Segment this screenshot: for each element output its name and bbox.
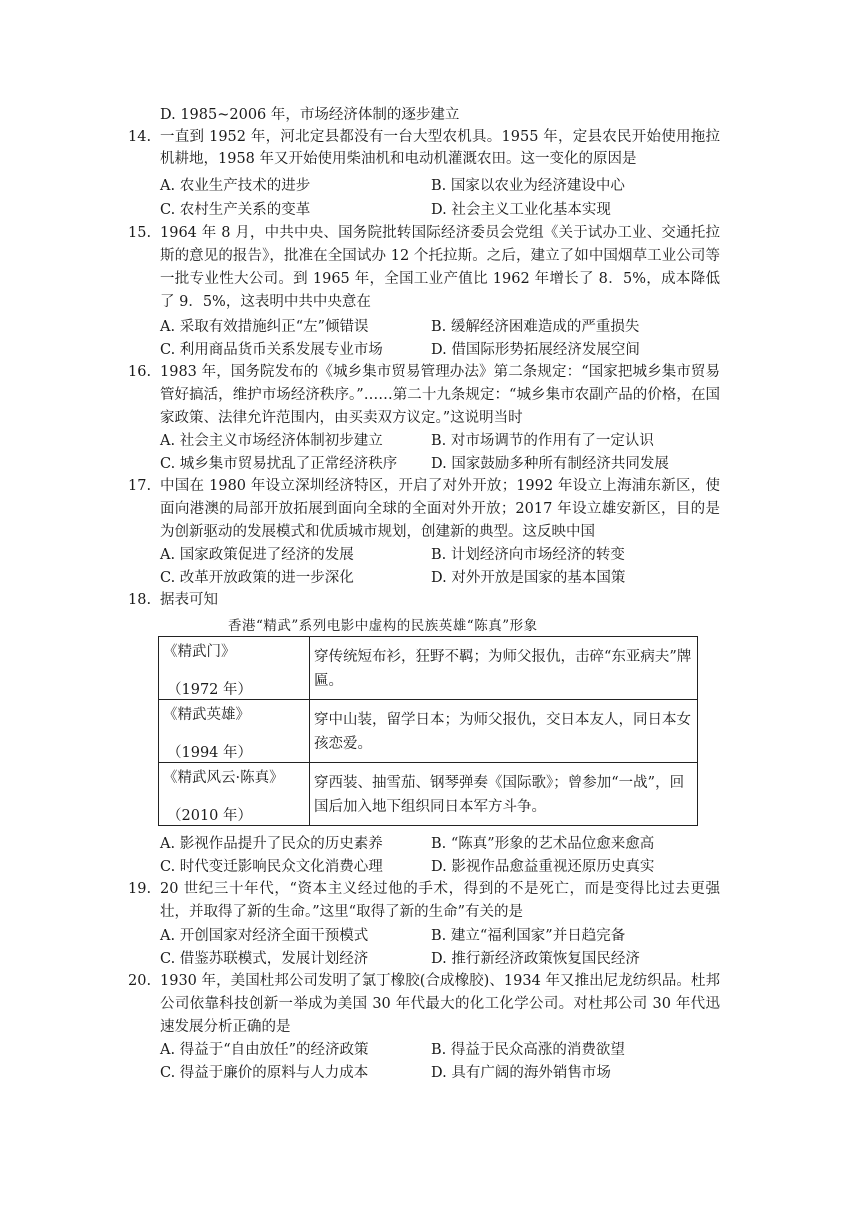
q17-option-c: C. 改革开放政策的进一步深化 — [160, 570, 354, 586]
q13-option-d: D. 1985~2006 年，市场经济体制的逐步建立 — [160, 107, 460, 123]
q16-option-b: B. 对市场调节的作用有了一定认识 — [431, 433, 654, 449]
q14-number: 14. — [128, 129, 152, 145]
q14-option-b: B. 国家以农业为经济建设中心 — [431, 178, 625, 194]
q17-option-b: B. 计划经济向市场经济的转变 — [431, 547, 625, 563]
q18-options-row1 — [160, 832, 720, 854]
q18-options-row2 — [160, 855, 720, 877]
q14-option-d: D. 社会主义工业化基本实现 — [431, 202, 611, 218]
q20-options-row2 — [160, 1061, 720, 1083]
q17-options-row2 — [160, 566, 720, 588]
movie-cell — [159, 763, 310, 826]
table-caption: 香港“精武”系列电影中虚构的民族英雄“陈真”形象 — [228, 618, 538, 634]
q20-number: 20. — [128, 973, 152, 989]
q15-options-row1 — [160, 315, 720, 337]
movie-cell — [159, 700, 310, 763]
movie-title: 《精武风云·陈真》 — [163, 770, 284, 786]
q19-options-row1 — [160, 924, 720, 946]
q15-number: 15. — [128, 225, 152, 241]
q15-option-a: A. 采取有效措施纠正“左”倾错误 — [160, 319, 369, 335]
q14-options-row1 — [160, 174, 720, 196]
q19-options-row2 — [160, 947, 720, 969]
q15-stem: 1964 年 8 月，中共中央、国务院批转国际经济委员会党组《关于试办工业、交通托拉斯的意见的报告》，批准在全国试办 12 个托拉斯。之后，建立了如中国烟草工业公司等一批专业性大公司。到 1965 年，全国工业产值比 1962 年增长了 8．5%，成本降低了 9．5%，这表明中共中央意在 — [160, 225, 720, 310]
movie-year: （2010 年） — [167, 808, 253, 824]
q16-option-d: D. 国家鼓励多种所有制经济共同发展 — [431, 456, 669, 472]
q18-option-c: C. 时代变迁影响民众文化消费心理 — [160, 859, 383, 875]
q19-number: 19. — [128, 881, 152, 897]
q20-options-row1 — [160, 1038, 720, 1060]
q14-option-a: A. 农业生产技术的进步 — [160, 178, 311, 194]
q16-options-row1 — [160, 429, 720, 451]
q20-option-c: C. 得益于廉价的原料与人力成本 — [160, 1065, 369, 1081]
table-row — [159, 700, 698, 763]
q16-options-row2 — [160, 452, 720, 474]
q20-stem: 1930 年，美国杜邦公司发明了氯丁橡胶(合成橡胶)、1934 年又推出尼龙纺织品。杜邦公司依靠科技创新一举成为美国 30 年代最大的化工化学公司。对杜邦公司 30 年代迅速发展分析正确的是 — [160, 973, 720, 1035]
q16-option-a: A. 社会主义市场经济体制初步建立 — [160, 433, 383, 449]
q20-option-b: B. 得益于民众高涨的消费欲望 — [431, 1042, 625, 1058]
q19-option-c: C. 借鉴苏联模式，发展计划经济 — [160, 951, 369, 967]
movie-description: 穿西装、抽雪茄、钢琴弹奏《国际歌》；曾参加“一战”，回国后加入地下组织同日本军方斗争。 — [310, 763, 698, 826]
q18-option-a: A. 影视作品提升了民众的历史素养 — [160, 836, 383, 852]
q19-option-a: A. 开创国家对经济全面干预模式 — [160, 928, 369, 944]
movie-description: 穿中山装，留学日本；为师父报仇，交日本友人，同日本女孩恋爱。 — [310, 700, 698, 763]
q14-options-row2 — [160, 198, 720, 220]
movie-title: 《精武英雄》 — [163, 707, 250, 723]
q16-option-c: C. 城乡集市贸易扰乱了正常经济秩序 — [160, 456, 398, 472]
movie-table — [158, 636, 698, 826]
q15-option-b: B. 缓解经济困难造成的严重损失 — [431, 319, 640, 335]
movie-year: （1994 年） — [167, 745, 253, 761]
q15-option-d: D. 借国际形势拓展经济发展空间 — [431, 342, 640, 358]
q16-stem: 1983 年，国务院发布的《城乡集市贸易管理办法》第二条规定：“国家把城乡集市贸易管好搞活，维护市场经济秩序。”……第二十九条规定：“城乡集市农副产品的价格，在国家政策、法律允许范围内，由买卖双方议定。”这说明当时 — [160, 364, 720, 426]
q14-option-c: C. 农村生产关系的变革 — [160, 202, 311, 218]
q17-options-row1 — [160, 543, 720, 565]
movie-title: 《精武门》 — [163, 644, 236, 660]
table-row — [159, 637, 698, 700]
q18-option-d: D. 影视作品愈益重视还原历史真实 — [431, 859, 655, 875]
q18-option-b: B. “陈真”形象的艺术品位愈来愈高 — [431, 836, 655, 852]
q17-option-a: A. 国家政策促进了经济的发展 — [160, 547, 354, 563]
movie-cell — [159, 637, 310, 700]
q20-option-d: D. 具有广阔的海外销售市场 — [431, 1065, 611, 1081]
q16-number: 16. — [128, 364, 152, 380]
q14-stem: 一直到 1952 年，河北定县都没有一台大型农机具。1955 年，定县农民开始使用拖拉机耕地，1958 年又开始使用柴油机和电动机灌溉农田。这一变化的原因是 — [160, 129, 720, 167]
q15-option-c: C. 利用商品货币关系发展专业市场 — [160, 342, 383, 358]
table-row — [159, 763, 698, 826]
q20-option-a: A. 得益于“自由放任”的经济政策 — [160, 1042, 369, 1058]
q17-option-d: D. 对外开放是国家的基本国策 — [431, 570, 626, 586]
q19-stem: 20 世纪三十年代，“资本主义经过他的手术，得到的不是死亡，而是变得比过去更强壮，并取得了新的生命。”这里“取得了新的生命”有关的是 — [160, 881, 720, 920]
q19-option-b: B. 建立“福利国家”并日趋完备 — [431, 928, 626, 944]
q17-stem: 中国在 1980 年设立深圳经济特区，开启了对外开放；1992 年设立上海浦东新区，使面向港澳的局部开放拓展到面向全球的全面对外开放；2017 年设立雄安新区，目的是为创新驱动的发展模式和优质城市规划，创建新的典型。这反映中国 — [160, 478, 720, 540]
movie-description: 穿传统短布衫，狂野不羁；为师父报仇，击碎“东亚病夫”牌匾。 — [310, 637, 698, 700]
q17-number: 17. — [128, 478, 152, 494]
q19-option-d: D. 推行新经济政策恢复国民经济 — [431, 951, 640, 967]
movie-year: （1972 年） — [167, 682, 253, 698]
q18-stem: 据表可知 — [160, 592, 218, 608]
q15-options-row2 — [160, 338, 720, 360]
q18-number: 18. — [128, 592, 152, 608]
